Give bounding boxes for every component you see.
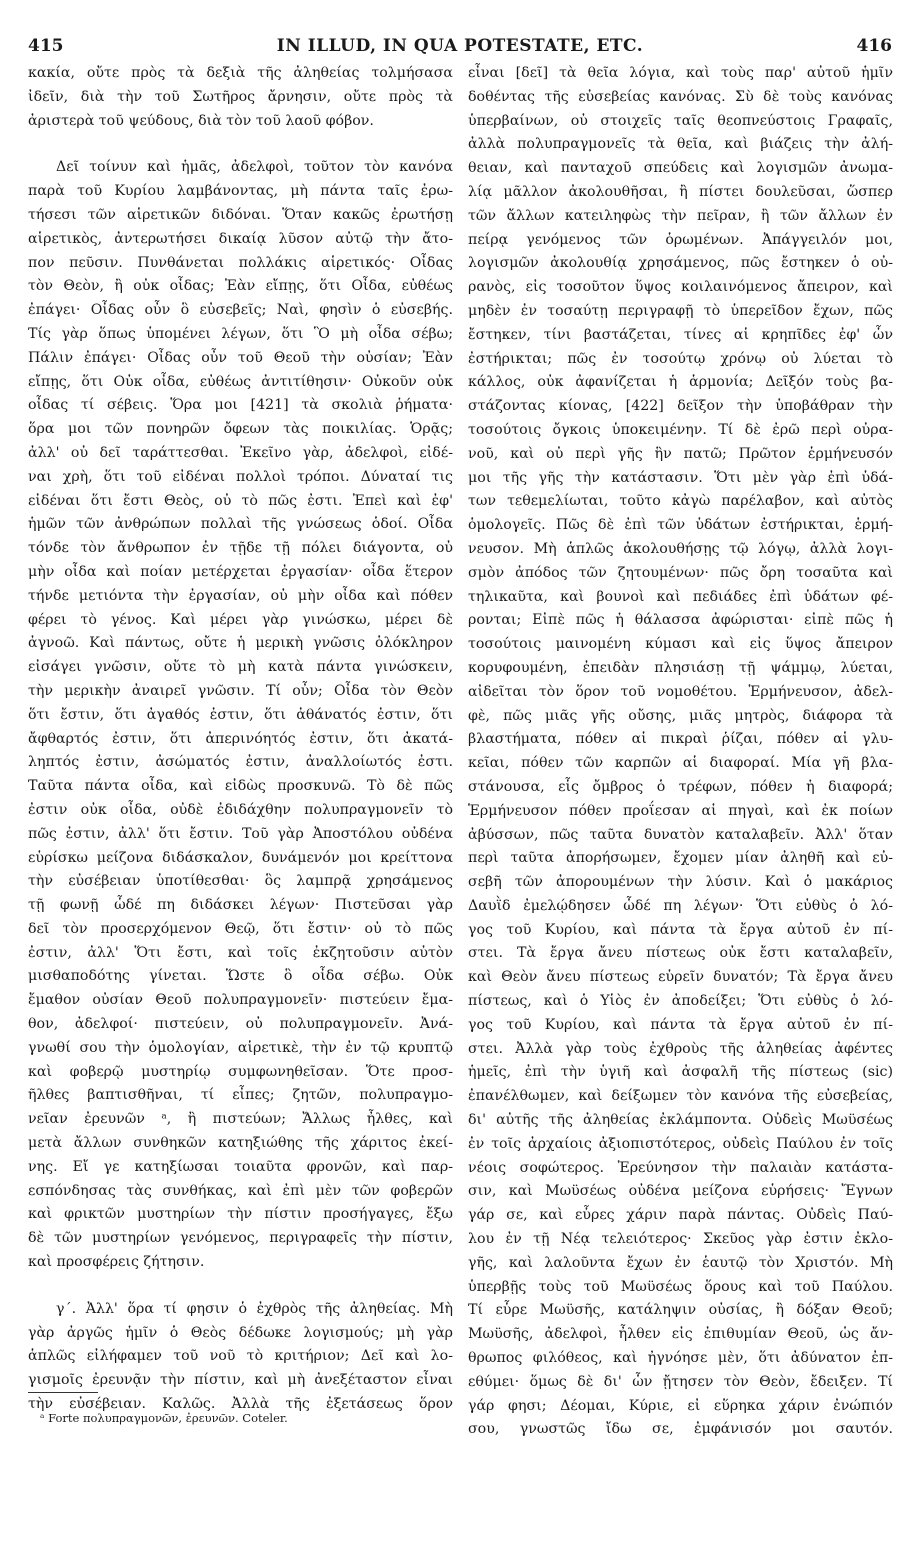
left-page-number: 415	[28, 36, 64, 56]
text-line: κακία, οὔτε πρὸς τὰ δεξιὰ τῆς ἀληθείας τολμήσασα	[28, 65, 453, 81]
text-line: φέρει τὸ γένος. Καὶ μέρει γὰρ γινώσκω, μέρει δὲ	[28, 611, 453, 628]
text-line: καὶ προσφέρεις ζήτησιν.	[28, 1254, 205, 1271]
text-line: ἐπάγει· Οἶδας οὖν ὃ εὐσεβεῖς; Ναὶ, φησὶν ὁ εὐσεβής.	[28, 302, 453, 319]
text-line: περὶ ταῦτα ἀπορήσωμεν, ἔχομεν μίαν ἀληθῆ καὶ εὐ-	[468, 850, 893, 867]
text-line: στάνουσα, εἷς ὄμβρος ὁ τρέφων, πόθεν ἡ διαφορά;	[468, 778, 893, 795]
text-line: εσπόνδησας τὰς συνθήκας, καὶ ἐπὶ μὲν τῶν φοβερῶν	[28, 1182, 453, 1199]
text-line: εἶναι [δεῖ] τὰ θεῖα λόγια, καὶ τοὺς παρ' αὐτοῦ ἡμῖν	[468, 65, 893, 81]
text-line: ἐστιν, ἀλλ' Ὅτι ἔστι, καὶ τοῖς ἐκζητοῦσιν αὐτὸν	[28, 944, 453, 961]
footnote: ᵃ Forte πολυπραγμονῶν, ἐρευνῶν. Coteler.	[40, 1411, 288, 1425]
text-line: ρονται; Εἰπὲ πῶς ἡ θάλασσα ἀφώρισται· εἰπὲ πῶς ἡ	[468, 612, 893, 629]
text-line: στει. Τὰ ἔργα ἄνευ πίστεως οὐκ ἔστι καταλαβεῖν,	[468, 945, 893, 962]
text-line: μετὰ ἄλλων συνθηκῶν κατηξιώθης τῆς χάριτος ἐκεί-	[28, 1135, 453, 1152]
text-line: στάζοντας κίονας, [422] δεῖξον τὴν ὑποβάθραν τὴν	[468, 398, 893, 415]
text-line: εἴπῃς, ὅτι Οὐκ οἶδα, εὐθέως ἀντιτίθησιν· Οὐκοῦν οὐκ	[28, 373, 453, 390]
text-line: βλαστήματα, πόθεν αἱ πικραὶ ῥίζαι, πόθεν αἱ γλυ-	[468, 731, 893, 748]
text-line: ναι χρὴ, ὅτι τοῦ εἰδέναι πολλοὶ τρόποι. Δύναταί τις	[28, 468, 453, 485]
text-line: σεβῆ τῶν ἀπορουμένων τὴν λύσιν. Καὶ ὁ μακάριος	[468, 874, 893, 891]
text-line: δι' αὐτῆς τῆς ἀληθείας ἐκλάμποντα. Οὐδεὶς Μωϋσέως	[468, 1112, 893, 1129]
text-line: τόνδε τὸν ἄνθρωπον ἐν τῇδε τῇ πόλει διάγοντα, οὐ	[28, 540, 453, 557]
text-line: εὑρίσκω μείζονα διδάσκαλον, δυνάμενόν μοι κρείττονα	[28, 849, 453, 866]
left-column	[28, 62, 453, 1417]
text-line: Δεῖ τοίνυν καὶ ἡμᾶς, ἀδελφοὶ, τοῦτον τὸν κανόνα	[56, 159, 453, 176]
text-line: κεῖαι, πόθεν τῶν καρπῶν αἱ διαφοραί. Μία γῆ βλα-	[468, 755, 893, 772]
text-line: γῆς, καὶ λαλοῦντα ἔχων ἐν ἑαυτῷ τὸν Χριστόν. Μὴ	[468, 1254, 893, 1271]
text-line: πίστεως, καὶ ὁ Υἱὸς ἐν ἀποδείξει; Ὅτι εὐθὺς ὁ λό-	[468, 993, 893, 1010]
text-line: καὶ φοβερῷ μυστηρίῳ συμφωνηθεῖσαν. Ὅτε προσ-	[28, 1063, 453, 1080]
text-line: Ταῦτα πάντα οἶδα, καὶ εἰδὼς προσκυνῶ. Τὸ δὲ πῶς	[28, 778, 453, 795]
text-line: δὲ τῶν μυστηρίων γενόμενος, περιγραφεῖς τὴν πίστιν,	[28, 1230, 453, 1247]
text-line: ῆλθες βαπτισθῆναι, τί εἶπες; ζητῶν, πολυπραγμο-	[28, 1087, 453, 1104]
text-line: τὸν Θεὸν, ἢ οὐκ οἶδας; Ἐὰν εἴπῃς, ὅτι Οἶδα, εὐθέως	[28, 278, 453, 295]
right-column	[468, 62, 893, 1442]
text-line: τοσούτοις μαινομένη κύμασι καὶ εἰς ὕψος ἄπειρον	[468, 636, 893, 653]
text-line: θον, ἀδελφοί· πιστεύειν, οὐ πολυπραγμονεῖν. Ἀνά-	[28, 1016, 453, 1033]
text-line: Πάλιν ἐπάγει· Οἶδας οὖν τοῦ Θεοῦ τὴν οὐσίαν; Ἐὰν	[28, 349, 453, 366]
text-line: αἰδεῖται τὸν ὅρον τοῦ νομοθέτου. Ἑρμήνευσον, ἀδελ-	[468, 683, 893, 700]
text-line: ἐστιν οὐκ οἶδα, οὐδὲ ἐδιδάχθην πολυπραγμονεῖν τὸ	[28, 801, 453, 818]
text-line: φὲ, πῶς μιᾶς γῆς οὔσης, μιᾶς μητρὸς, διάφορα τὰ	[468, 707, 893, 724]
text-line: εἰσάγει γνῶσιν, οὔτε τὸ μὴ κατὰ πάντα γινώσκειν,	[28, 659, 453, 676]
text-line: κάλλος, οὐκ ἀφανίζεται ἡ ἁρμονία; Δεῖξόν τοὺς βα-	[468, 374, 893, 391]
text-line: ἀλλὰ πολυπραγμονεῖς τὰ θεῖα, καὶ βιάζεις τὴν ἀλή-	[468, 136, 893, 153]
text-line: ἀγνοῶ. Καὶ πάντως, οὔτε ἡ μερικὴ γνῶσις ὁλόκληρον	[28, 635, 453, 652]
text-line: ὑπερβῇς τοὺς τοῦ Μωϋσέως ὅρους καὶ τοῦ Παύλου.	[468, 1278, 893, 1295]
text-line: γνωθί σου τὴν ὁμολογίαν, αἱρετικὲ, τὴν ἐν τῷ κρυπτῷ	[28, 1039, 453, 1056]
text-line: γος τοῦ Κυρίου, καὶ πάντα τὰ ἔργα αὐτοῦ ἐν πί-	[468, 921, 893, 938]
text-line: Τίς γὰρ ὅπως ὑπομένει λέγων, ὅτι Ὃ μὴ οἶδα σέβω;	[28, 325, 453, 342]
text-line: τοσούτοις ὄγκοις ὑποκειμένην. Τί δὲ ἐρῶ περὶ οὐρα-	[468, 421, 893, 438]
text-line: Μωϋσῆς, ἀδελφοὶ, ἦλθεν εἰς ἐπιθυμίαν Θεοῦ, ὡς ἄν-	[468, 1326, 893, 1343]
text-line: Τί εὗρε Μωϋσῆς, κατάληψιν οὐσίας, ἢ δόξαν Θεοῦ;	[468, 1302, 893, 1319]
text-line: νευσον. Μὴ ἁπλῶς ἀκολουθήσῃς τῷ λόγῳ, ἀλλὰ λογι-	[468, 540, 893, 557]
text-line: νέοις σοφώτερος. Ἐρεύνησον τὴν παλαιὰν κατάστα-	[468, 1159, 893, 1176]
text-line: λου ἐν τῇ Νέᾳ τελειότερος· Σκεῦος γὰρ ἐστιν ἐκλο-	[468, 1231, 893, 1248]
text-line: ἄφθαρτός ἐστιν, ὅτι ἀπερινόητός ἐστιν, ὅτι ἀκατά-	[28, 730, 453, 747]
right-page-number: 416	[856, 36, 892, 56]
text-line: σιν, καὶ Μωϋσέως οὐδένα μείζονα εὑρήσεις· Ἔγνων	[468, 1183, 893, 1200]
text-line: τῶν ἄλλων κατειληφὼς τὴν πεῖραν, ἢ τῶν ἄλλων ἐν	[468, 207, 893, 224]
text-line: νης. Εἴ γε κατηξίωσαι τοιαῦτα φρονῶν, καὶ παρ-	[28, 1158, 453, 1175]
text-line: ἀριστερὰ τοῦ ψεύδους, διὰ τὸν τοῦ λαοῦ φόβον.	[28, 112, 374, 129]
text-line: γάρ σε, καὶ εὗρες χάριν παρὰ πάντας. Οὐδεὶς Παύ-	[468, 1207, 893, 1224]
text-line: μηδὲν ἐν τοσαύτῃ περιγραφῇ τὸ ὑπερεῖδον ἔχων, πῶς	[468, 302, 893, 319]
text-line: μοι τῆς γῆς τὴν κατάστασιν. Ὅτι μὲν γὰρ ἐπὶ ὑδά-	[468, 469, 893, 486]
text-line: γὰρ ἀργῶς ἡμῖν ὁ Θεὸς δέδωκε λογισμούς; μὴ γὰρ	[28, 1324, 453, 1341]
text-line: ἡμεῖς, ἐπὶ τὴν ὑγιῆ καὶ ἀσφαλῆ τῆς πίστεως (sic)	[468, 1064, 893, 1081]
text-line: ὅρα μοι τῶν πονηρῶν ὄφεων τὰς ποικιλίας. Ὁρᾷς;	[28, 421, 453, 438]
text-line: πῶς ἐστιν, ἀλλ' ὅτι ἔστιν. Τοῦ γὰρ Ἀποστόλου οὐδένα	[28, 825, 453, 842]
text-line: ἔστηκεν, τίνι βαστάζεται, τίνες αἱ κρηπῖδες ἐφ' ὧν	[468, 326, 893, 343]
text-line: Δαυῒδ ἐμελῴδησεν ὧδέ πη λέγων· Ὅτι εὐθὺς ὁ λό-	[468, 897, 893, 914]
text-line: τηλικαῦτα, καὶ βουνοὶ καὶ πεδιάδες ἐπὶ ὑδάτων φέ-	[468, 588, 893, 605]
text-line: νοῦ, καὶ οὐ περὶ γῆς ἣν πατῶ; Πρῶτον ἑρμήνευσόν	[468, 445, 893, 462]
text-line: σου, γνωστῶς ἴδω σε, ἐμφάνισόν μοι σαυτόν.	[468, 1421, 893, 1438]
text-line: τῇ φωνῇ ὧδέ πη διδάσκει λέγων· Πιστεῦσαι γὰρ	[28, 897, 453, 914]
text-line: ἰδεῖν, διὰ τὴν τοῦ Σωτῆρος ἄρνησιν, οὔτε πρὸς τὰ	[28, 88, 453, 105]
text-line: τὴν μερικὴν ἀναιρεῖ γνῶσιν. Τί οὖν; Οἶδα τὸν Θεὸν	[28, 682, 453, 699]
text-line: δοθέντας τῆς εὐσεβείας κανόνας. Σὺ δὲ τοὺς κανόνας	[468, 88, 893, 105]
paragraph-gap	[28, 1275, 453, 1298]
text-line: δεῖ τὸν προσερχόμενον Θεῷ, ὅτι ἔστιν· οὐ τὸ πῶς	[28, 920, 453, 937]
text-line: στει. Ἀλλὰ γὰρ τοὺς ἐχθροὺς τῆς ἀληθείας ἀφέντες	[468, 1040, 893, 1057]
text-line: εἰδέναι ὅτι ἔστι Θεὸς, οὐ τὸ πῶς ἐστι. Ἐπεὶ καὶ ἐφ'	[28, 492, 453, 509]
text-line: οἶδας τί σέβεις. Ὅρα μοι [421] τὰ σκολιὰ ῥήματα·	[28, 397, 453, 414]
text-line: Ἑρμήνευσον πόθεν προΐεσαν αἱ πηγαὶ, καὶ ἐκ ποίων	[468, 802, 893, 819]
text-line: θρωπος φιλόθεος, καὶ ἠγνόησε μὲν, ὅτι ἀδύνατον ἐπ-	[468, 1350, 893, 1367]
text-line: μὴν οἶδα καὶ ποίαν μετέρχεται ἐργασίαν· οἶδα ἕτερον	[28, 563, 453, 580]
text-line: πον πεῦσιν. Πυνθάνεται πολλάκις αἱρετικός· Οἶδας	[28, 254, 453, 271]
text-line: ρανὸς, εἰς τοσοῦτον ὕψος κοιλαινόμενος ἄπειρον, καὶ	[468, 279, 893, 296]
text-line: πείρᾳ γενόμενος τῶν ὁρωμένων. Ἀπάγγειλόν μοι,	[468, 231, 893, 248]
text-line: ἀβύσσων, πῶς ταῦτα δυνατὸν καταλαβεῖν. Ἀλλ' ὅταν	[468, 826, 893, 843]
text-line: εθύμει· ὅμως δὲ δι' ὧν ᾔτησεν τὸν Θεὸν, ἔδειξεν. Τί	[468, 1373, 893, 1390]
text-line: γ΄. Ἀλλ' ὅρα τί φησιν ὁ ἐχθρὸς τῆς ἀληθείας. Μὴ	[56, 1300, 453, 1317]
text-line: ὁμολογεῖς. Πῶς δὲ ἐπὶ τῶν ὑδάτων ἐστήρικται, ἑρμή-	[468, 517, 893, 534]
text-line: τὴν εὐσέβειαν ὑποτίθεσθαι· ὃς λαμπρᾷ χρησάμενος	[28, 873, 453, 890]
text-line: καὶ φρικτῶν μυστηρίων τὴν πίστιν προσήγαγες, ἔξω	[28, 1206, 453, 1223]
text-line: παρὰ τοῦ Κυρίου λαμβάνοντας, μὴ πάντα ταῖς ἐρω-	[28, 183, 453, 200]
text-line: τὴν εὐσέβειαν. Καλῶς. Ἀλλὰ τῆς ἐξετάσεως ὅρον	[28, 1396, 453, 1413]
text-line: λογισμῶν ἀκολουθίᾳ χρησάμενος, πῶς ἔστηκεν ὁ οὐ-	[468, 255, 893, 272]
text-line: σμὸν ἀπόδος τῶν ζητουμένων· πῶς ὄρη τοσαῦτα καὶ	[468, 564, 893, 581]
text-line: ἡμῶν τῶν ἀνθρώπων πολλαὶ τῆς γνώσεως ὁδοί. Οἶδα	[28, 516, 453, 533]
text-line: θειαν, καὶ πανταχοῦ σπεύδεις καὶ λογισμῶν ἀνωμα-	[468, 160, 893, 177]
text-line: κορυφουμένη, ἐπειδὰν πλησιάσῃ τῇ ψάμμῳ, λύεται,	[468, 659, 893, 676]
text-line: των τεθεμελίωται, τοῦτο κἀγὼ παρέλαβον, καὶ αὐτὸς	[468, 493, 893, 510]
text-line: ὅτι ἔστιν, ὅτι ἀγαθός ἐστιν, ὅτι ἀθάνατός ἐστιν, ὅτι	[28, 706, 453, 723]
text-line: ἀλλ' οὐ δεῖ ταράττεσθαι. Ἐκεῖνο γὰρ, ἀδελφοὶ, εἰδέ-	[28, 444, 453, 461]
text-line: μισθαποδότης γίνεται. Ὥστε ὃ οἶδα σέβω. Οὐκ	[28, 968, 453, 985]
text-line: ἐν τοῖς ἀρχαίοις ἀξιοπιστότερος, οὐδεὶς Παύλου ἐν τοῖς	[468, 1135, 893, 1152]
text-line: ἁπλῶς εἰλήφαμεν τοῦ νοῦ τὸ κριτήριον; Δεῖ καὶ λο-	[28, 1348, 453, 1365]
text-line: ἐστήρικται; πῶς ἐν τοσούτῳ χρόνῳ οὐ λύεται τὸ	[468, 350, 893, 367]
text-line: καὶ Θεὸν ἄνευ πίστεως εὑρεῖν δυνατόν; Τὰ ἔργα ἄνευ	[468, 969, 893, 986]
text-line: ληπτός ἐστιν, ἀσώματός ἐστιν, ἀναλλοίωτός ἐστι.	[28, 754, 453, 771]
text-line: γος τοῦ Κυρίου, καὶ πάντα τὰ ἔργα αὐτοῦ ἐν πί-	[468, 1016, 893, 1033]
paragraph-gap	[28, 133, 453, 156]
text-line: τήσεσι τῶν αἱρετικῶν διδόναι. Ὅταν κακῶς ἐρωτήσῃ	[28, 206, 453, 223]
text-line: ἐπανέλθωμεν, καὶ δείξωμεν τὸν κανόνα τῆς εὐσεβείας,	[468, 1088, 893, 1105]
footnote-rule	[28, 1392, 98, 1393]
text-line: νεῖαν ἐρευνῶν ᵃ, ἢ πιστεύων; Ἄλλως ἦλθες, καὶ	[28, 1111, 453, 1128]
text-line: αἱρετικὸς, ἀντερωτήσει δικαίᾳ λῦσον αὐτῷ τὴν ἄτο-	[28, 230, 453, 247]
text-line: ἔμαθον οὐσίαν Θεοῦ πολυπραγμονεῖν· πιστεύειν ἔμα-	[28, 992, 453, 1009]
text-line: γάρ φησι; Δέομαι, Κύριε, εἰ εὕρηκα χάριν ἐνώπιόν	[468, 1397, 893, 1414]
text-line: λίᾳ μᾶλλον ἀκολουθῆσαι, ἢ πίστει δουλεῦσαι, ὥσπερ	[468, 183, 893, 200]
text-line: τήνδε μετιόντα τὴν ἐργασίαν, οὐ μὴν οἶδα καὶ πόθεν	[28, 587, 453, 604]
page-header	[28, 36, 892, 64]
text-line: γισμοῖς ἐρευνᾷν τὴν πίστιν, καὶ μὴ ἀνεξέταστον εἶναι	[28, 1372, 453, 1389]
running-title: IN ILLUD, IN QUA POTESTATE, ETC.	[276, 36, 644, 56]
text-line: ὑπερβαίνων, οὐ στοιχεῖς ταῖς θεοπνεύστοις Γραφαῖς,	[468, 112, 893, 129]
